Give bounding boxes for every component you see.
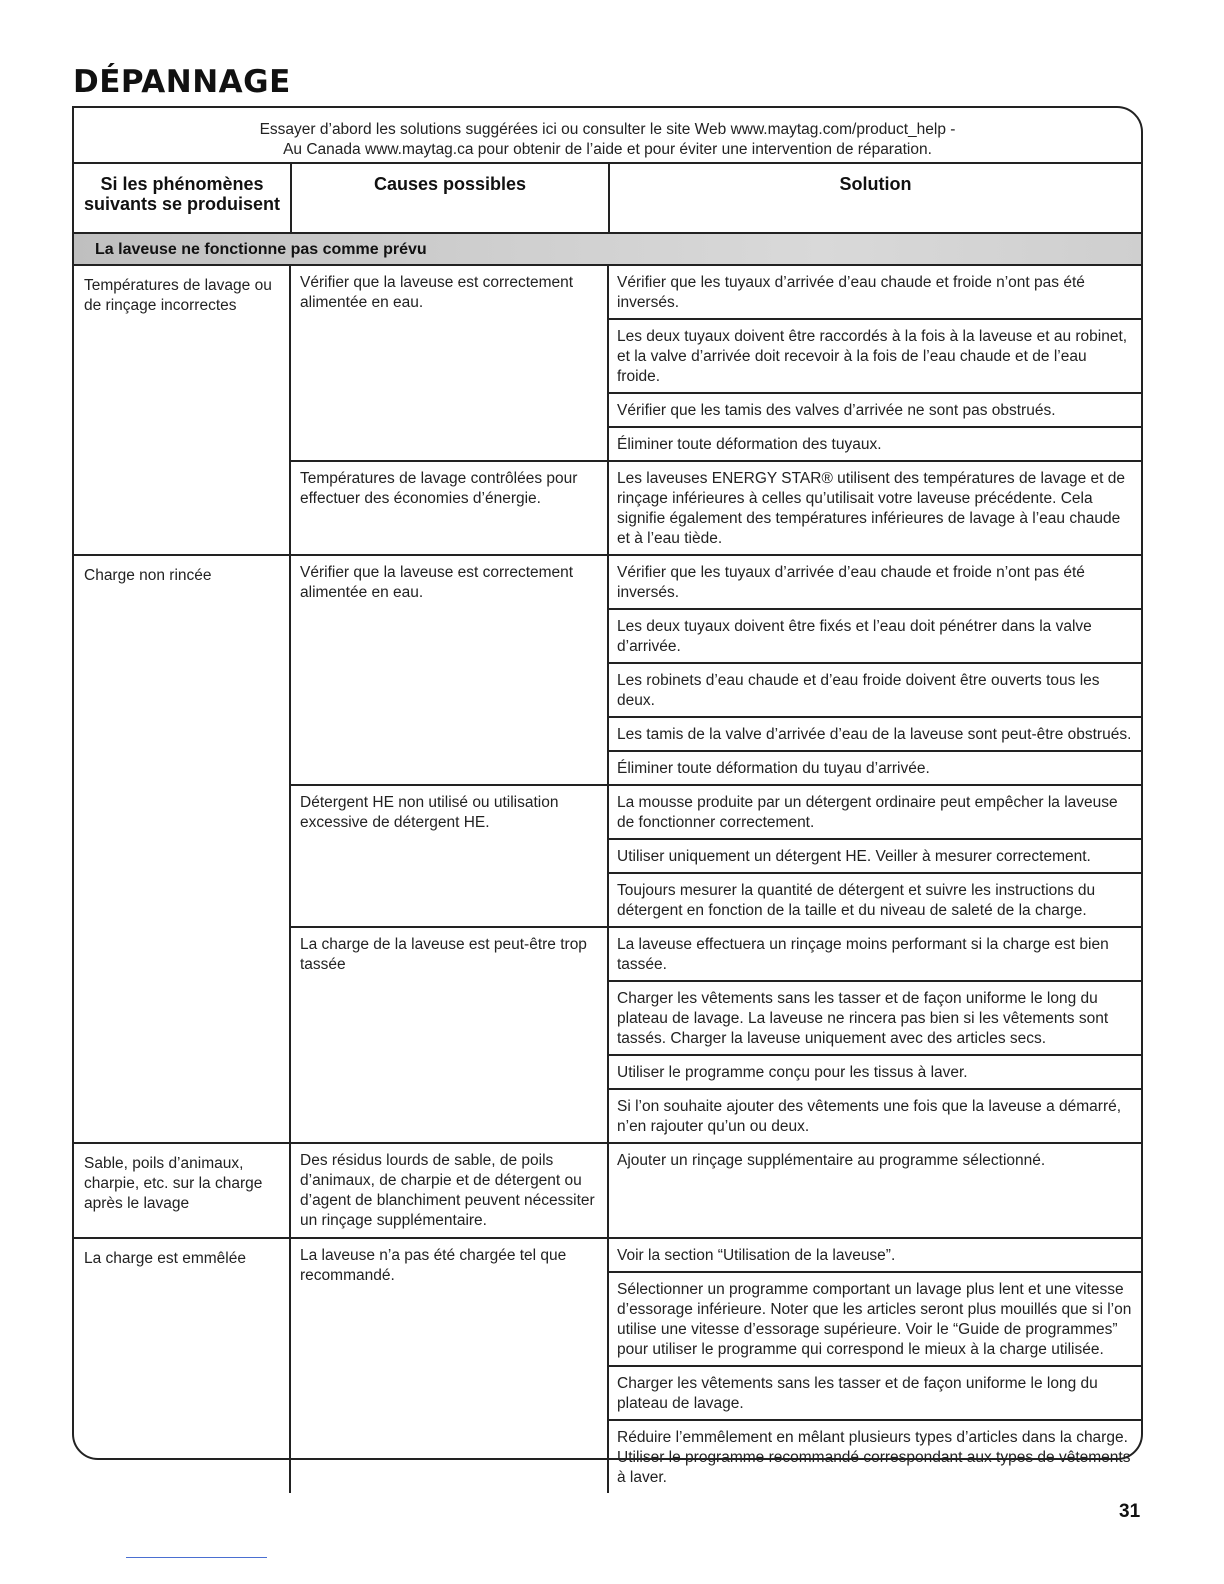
solutions-column	[609, 786, 1141, 926]
solutions-column	[609, 928, 1141, 1142]
solution-cell: Voir la section “Utilisation de la laveuse”.	[609, 1239, 1141, 1273]
causes-column	[291, 556, 1141, 1142]
cause-cell: Vérifier que la laveuse est correctement alimentée en eau.	[291, 266, 609, 460]
solution-cell: Charger les vêtements sans les tasser et de façon uniforme le long du plateau de lavage.	[609, 1367, 1141, 1421]
page-number: 31	[1119, 1501, 1141, 1522]
solution-cell: Réduire l’emmêlement en mêlant plusieurs types d’articles dans la charge. Utiliser le programme recommandé correspondant aux types de vêtements à laver.	[617, 1429, 1131, 1486]
cause-row	[291, 1239, 1141, 1493]
solution-cell: Charger les vêtements sans les tasser et de façon uniforme le long du plateau de lavage. La laveuse ne rincera pas bien si les vêtements sont tassés. Charger la laveuse uniquement avec des articles secs.	[609, 982, 1141, 1056]
column-headers	[74, 164, 1141, 234]
solution-cell: La mousse produite par un détergent ordinaire peut empêcher la laveuse de fonctionner correctement.	[609, 786, 1141, 840]
page-title: DÉPANNAGE	[73, 64, 291, 100]
solution-cell: Vérifier que les tuyaux d’arrivée d’eau chaude et froide n’ont pas été inversés.	[609, 266, 1141, 320]
header-symptom: Si les phénomènes suivants se produisent	[74, 164, 291, 233]
causes-column	[291, 1144, 1141, 1237]
cause-cell: La charge de la laveuse est peut-être trop tassée	[291, 928, 609, 1142]
cause-row	[291, 928, 1141, 1142]
solution-cell: Les deux tuyaux doivent être raccordés à la fois à la laveuse et au robinet, et la valve d’arrivée doit recevoir à la fois de l’eau chaude et de l’eau froide.	[609, 320, 1141, 394]
solution-cell: Les deux tuyaux doivent être fixés et l’eau doit pénétrer dans la valve d’arrivée.	[609, 610, 1141, 664]
solution-cell: Vérifier que les tamis des valves d’arrivée ne sont pas obstrués.	[609, 394, 1141, 428]
cause-row	[291, 462, 1141, 554]
symptom-cell: Températures de lavage ou de rinçage incorrectes	[74, 266, 291, 554]
cause-row	[291, 786, 1141, 928]
solution-cell: Éliminer toute déformation des tuyaux.	[617, 436, 882, 453]
solutions-column	[609, 266, 1141, 460]
solution-cell: Éliminer toute déformation du tuyau d’arrivée.	[617, 760, 930, 777]
header-solution: Solution	[609, 164, 1141, 233]
troubleshooting-rows	[74, 266, 1141, 1493]
cause-cell: Détergent HE non utilisé ou utilisation excessive de détergent HE.	[291, 786, 609, 926]
intro-line-1: Essayer d’abord les solutions suggérées ici ou consulter le site Web www.maytag.com/product_help -	[259, 121, 956, 138]
solution-cell: Si l’on souhaite ajouter des vêtements une fois que la laveuse a démarré, n’en rajouter qu’un ou deux.	[617, 1098, 1122, 1135]
troubleshooting-table-frame	[72, 106, 1143, 1486]
symptom-group	[74, 266, 1141, 556]
cause-cell: Températures de lavage contrôlées pour effectuer des économies d’énergie.	[291, 462, 609, 554]
solution-cell: Les robinets d’eau chaude et d’eau froide doivent être ouverts tous les deux.	[609, 664, 1141, 718]
solution-cell: Vérifier que les tuyaux d’arrivée d’eau chaude et froide n’ont pas été inversés.	[609, 556, 1141, 610]
solutions-column	[609, 462, 1141, 554]
cause-cell: La laveuse n’a pas été chargée tel que recommandé.	[291, 1239, 609, 1493]
solution-cell: Toujours mesurer la quantité de détergent et suivre les instructions du détergent en fonction de la taille et du niveau de saleté de la charge.	[617, 882, 1096, 919]
causes-column	[291, 1239, 1141, 1493]
solutions-column	[609, 556, 1141, 784]
symptom-group	[74, 1144, 1141, 1239]
cause-cell: Vérifier que la laveuse est correctement alimentée en eau.	[291, 556, 609, 784]
solutions-column	[609, 1144, 1141, 1237]
symptom-cell: La charge est emmêlée	[74, 1239, 291, 1493]
cause-cell: Des résidus lourds de sable, de poils d’animaux, de charpie et de détergent ou d’agent de blanchiment peuvent nécessiter un rinçage supplémentaire.	[291, 1144, 609, 1237]
solution-cell: Les tamis de la valve d’arrivée d’eau de la laveuse sont peut-être obstrués.	[609, 718, 1141, 752]
cause-row	[291, 266, 1141, 462]
causes-column	[291, 266, 1141, 554]
solution-cell: Utiliser le programme conçu pour les tissus à laver.	[609, 1056, 1141, 1090]
solution-cell: Ajouter un rinçage supplémentaire au programme sélectionné.	[617, 1152, 1046, 1169]
footer-link-line	[126, 1557, 267, 1558]
solutions-column	[609, 1239, 1141, 1493]
symptom-cell: Sable, poils d’animaux, charpie, etc. sur la charge après le lavage	[74, 1144, 291, 1237]
symptom-group	[74, 1239, 1141, 1493]
section-band: La laveuse ne fonctionne pas comme prévu	[74, 234, 1141, 266]
solution-cell: Utiliser uniquement un détergent HE. Veiller à mesurer correctement.	[609, 840, 1141, 874]
symptom-cell: Charge non rincée	[74, 556, 291, 1142]
cause-row	[291, 1144, 1141, 1237]
solution-cell: Sélectionner un programme comportant un lavage plus lent et une vitesse d’essorage inférieure. Noter que les articles seront plus mouillés que si l’on utilise une vitesse d’essorage supérieure. Voir le “Guide de programmes” pour utiliser le programme qui correspond le mieux à la charge utilisée.	[609, 1273, 1141, 1367]
solution-cell: La laveuse effectuera un rinçage moins performant si la charge est bien tassée.	[609, 928, 1141, 982]
intro-text	[74, 108, 1141, 164]
symptom-group	[74, 556, 1141, 1144]
solution-cell: Les laveuses ENERGY STAR® utilisent des températures de lavage et de rinçage inférieures à celles qu’utilisait votre laveuse précédente. Cela signifie également des températures inférieures de lavage à l’eau chaude et à l’eau tiède.	[617, 470, 1125, 547]
cause-row	[291, 556, 1141, 786]
header-cause: Causes possibles	[291, 164, 609, 233]
intro-line-2: Au Canada www.maytag.ca pour obtenir de l’aide et pour éviter une intervention de réparation.	[283, 141, 932, 158]
